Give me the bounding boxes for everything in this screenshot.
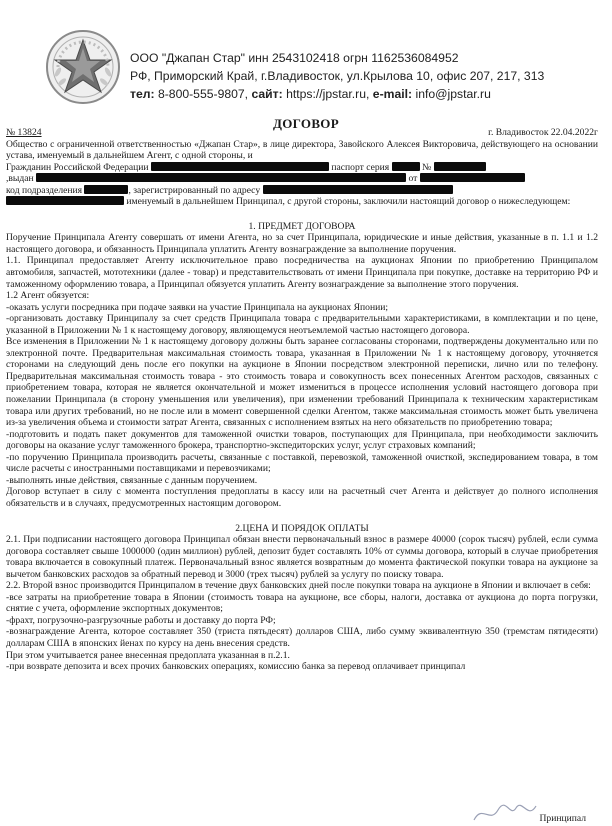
contract-number: № 13824 <box>6 127 42 138</box>
redaction-bar <box>151 162 329 171</box>
redaction-bar <box>36 173 406 182</box>
s2-paragraph: 2.1. При подписании настоящего договора Принципал обязан внести первоначальный взнос в размере 40000 (сорок тысяч) рублей, если сумма договора составляет свыше 1000000 (один миллион) рублей, депозит будет составлять 10% от суммы договора, который в случае приобретения товара включается в совокупный платеж. Первоначальный взнос является возвратным до момента фактической покупки товара на аукционе за вычетом банковских расходов за обратный перевод и 3000 (трех тысяч) рублей за услугу по поиску товара. <box>6 534 598 580</box>
intro-paragraph: Общество с ограниченной ответственностью «Джапан Стар», в лице директора, Завойского Алексея Викторовича, действующего на основании устава, именуемый в дальнейшем Агент, с одной стороны, и <box>6 138 598 162</box>
s1-paragraph: -подготовить и подать пакет документов для таможенной очистки товаров, поступающих для Принципала, при необходимости заключить договоры на оказание услуг таможенного брокера, транспортно-экспедиторских услуг, услуг страховых компаний; <box>6 428 598 452</box>
registration-address-label: , зарегистрированный по адресу <box>128 184 261 196</box>
s1-paragraph: -выполнять иные действия, связанные с данным поручением. <box>6 474 258 486</box>
s2-paragraph: При этом учитывается ранее внесенная предоплата указанная в п.2.1. <box>6 649 290 661</box>
letterhead-contacts-line <box>130 87 491 101</box>
site-label: сайт: <box>251 87 283 101</box>
s1-paragraph: 1.1. Принципал предоставляет Агенту исключительное право посредничества на аукционах Японии по приобретению Принципалом автомобиля, запчастей, мототехники (далее - товар) и представительствовать от имени Принципала при покупке, доставке на территорию РФ и таможенному оформлению товара, а Принципал обязуется уплатить Агенту вознаграждение за выполнение этого поручения. <box>6 255 598 290</box>
intro-closing: именуемый в дальнейшем Принципал, с другой стороны, заключили настоящий договор о нижеследующем: <box>126 196 571 208</box>
redaction-bar <box>434 162 486 171</box>
section-1-heading: 1. ПРЕДМЕТ ДОГОВОРА <box>248 220 356 232</box>
number-date-row <box>6 127 598 139</box>
s2-paragraph: -все затраты на приобретение товара в Японии (стоимость товара на аукционе, все сборы, налоги, доставка от аукциона до порта погрузки, снятие с учета, оформление экспортных документов; <box>6 591 598 615</box>
citizen-label: Гражданин Российской Федерации <box>6 161 149 173</box>
letterhead-company-line: ООО "Джапан Стар" инн 2543102418 огрн 1162536084952 <box>130 51 459 65</box>
s2-paragraph: -фрахт, погрузочно-разгрузочные работы и доставку до порта РФ; <box>6 614 276 626</box>
passport-series-label: паспорт серия <box>331 161 390 173</box>
s2-paragraph: -вознаграждение Агента, которое составляет 350 (триста пятьдесят) долларов США, либо сумму эквивалентную 350 (тремстам пятидесяти) долларам США в японских йенах по курсу на день внесения средств. <box>6 626 598 649</box>
email-label: e-mail: <box>372 87 413 101</box>
s2-paragraph: 2.2. Второй взнос производится Принципалом в течение двух банковских дней после покупки товара на аукционе в Японии и включает в себя: <box>6 580 591 592</box>
signature-scribble <box>470 800 540 826</box>
city-date: г. Владивосток 22.04.2022г <box>488 127 598 138</box>
site-url[interactable]: https://jpstar.ru, <box>282 87 373 101</box>
s1-paragraph: -организовать доставку Принципалу за счет средств Принципала товара с предварительными характеристиками, в комплектации и по цене, указанной в Приложении № 1 к настоящему договору, являющемуся неотъемлемой частью настоящего договора. <box>6 313 598 336</box>
contract-body <box>6 127 598 673</box>
phone-label: тел: <box>130 87 155 101</box>
s1-paragraph: 1.2 Агент обязуется: <box>6 290 90 302</box>
redaction-bar <box>420 173 525 182</box>
letterhead-address-line: РФ, Приморский Край, г.Владивосток, ул.Крылова 10, офис 207, 217, 313 <box>130 69 545 83</box>
s2-paragraph: -при возврате депозита и всех прочих банковских операциях, комиссию банка за перевод оплачивает принципал <box>6 661 466 673</box>
intro-party-line-2 <box>6 173 598 185</box>
company-star-seal-logo <box>44 28 122 106</box>
s1-paragraph: Договор вступает в силу с момента поступления предоплаты в кассу или на расчетный счет Агента и действует до полного исполнения обязательств и в случаях, предусмотренных настоящим договором. <box>6 486 598 509</box>
intro-party-line-3 <box>6 185 598 197</box>
signature-label: Принципал <box>539 813 586 824</box>
s1-paragraph: -по поручению Принципала производить расчеты, связанные с поставкой, перевозкой, таможенной очисткой, экспедированием товара, в том числе расчеты с иностранными поставщиками и перевозчиками; <box>6 451 598 475</box>
document-title: ДОГОВОР <box>273 116 339 131</box>
email-address[interactable]: info@jpstar.ru <box>412 87 491 101</box>
intro-party-line-1 <box>6 162 598 174</box>
redaction-bar <box>6 196 124 205</box>
issued-date-label: от <box>408 173 418 185</box>
subdivision-code-label: код подразделения <box>6 184 83 196</box>
intro-party-line-4 <box>6 196 598 208</box>
redaction-bar <box>392 162 420 171</box>
s1-paragraph: Все изменения в Приложении № 1 к настоящему договору должны быть заранее согласованы сторонами, подтверждены документально или по электронной почте. Предварительная максимальная стоимость товара, указанная в Приложении № 1 к настоящему договору, уточняется сторонами на следующий день после его покупки на аукционе в Японии посредством электронной переписки, лично или по телефону. Предварительная максимальная стоимость товара - это стоимость товара и совокупность всех понесенных Агентом расходов, связанных с приобретением товара, которая не является окончательной и может измениться в процессе исполнения условий настоящего договора при пожелании Принципала (в сторону уменьшения или увеличения), при изменении требований Принципала к техническим характеристикам товара или других требований, но не после или в момент совершенной сделки Агентом, также максимальная стоимость может быть увеличена из-за увеличения объема и стоимости затрат Агента, связанных с исполнением взятых на него обязательств по приобретению товара; <box>6 336 598 429</box>
passport-number-label: № <box>422 161 432 173</box>
issued-label: ,выдан <box>6 173 34 185</box>
section-2-heading: 2.ЦЕНА И ПОРЯДОК ОПЛАТЫ <box>235 522 369 534</box>
s1-paragraph: Поручение Принципала Агенту совершать от имени Агента, но за счет Принципала, юридические и иные действия, указанные в п. 1.1 и 1.2 настоящего договора, и обязанность Принципала уплатить Агенту вознаграждение за выполнение поручения. <box>6 232 598 255</box>
redaction-bar <box>263 185 453 194</box>
redaction-bar <box>84 185 128 194</box>
s1-paragraph: -оказать услуги посредника при подаче заявки на участие Принципала на аукционах Японии; <box>6 301 389 313</box>
phone-number: 8-800-555-9807, <box>154 87 252 101</box>
letterhead <box>44 28 604 108</box>
